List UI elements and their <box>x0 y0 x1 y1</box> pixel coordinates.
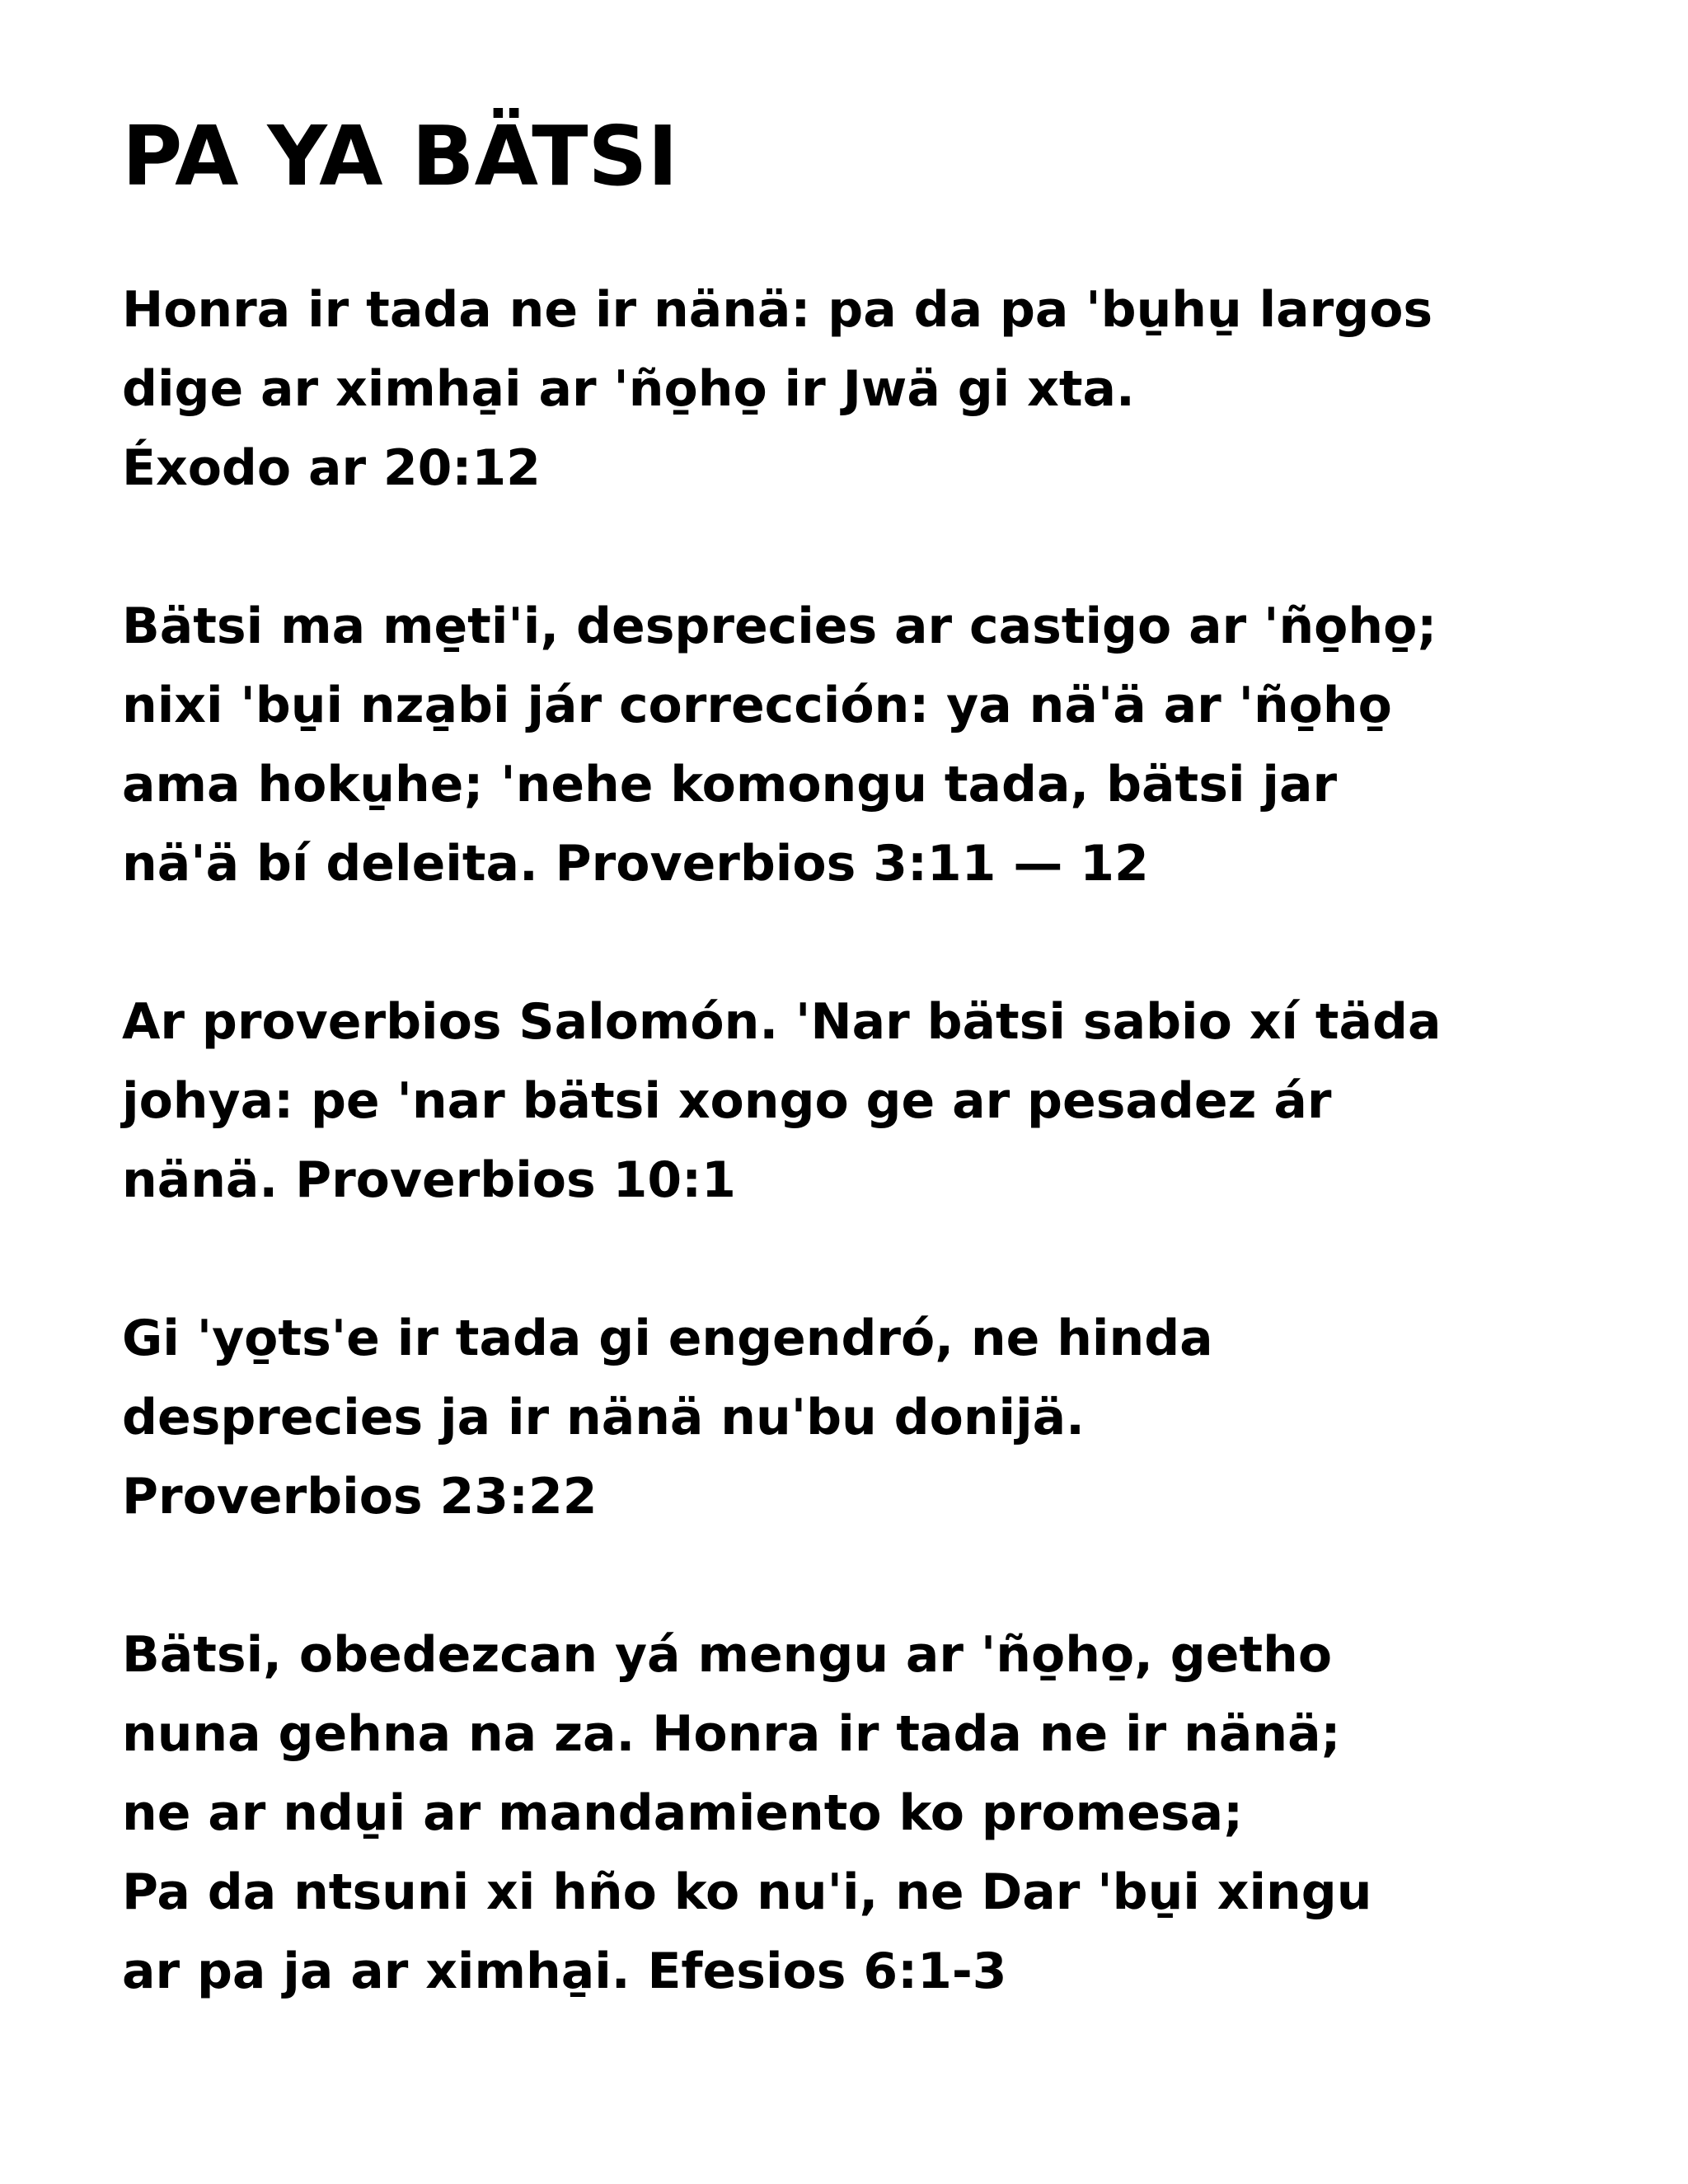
verse-efesios-6-1 <box>122 1615 1441 2011</box>
verse-line: Bätsi, obedezcan yá mengu ar 'ño̱ho̱, getho <box>122 1626 1333 1684</box>
verse-line: Honra ir tada ne ir nänä: pa da pa 'bu̱hu̱ largos <box>122 281 1433 339</box>
verse-line: Bätsi ma me̱ti'i, desprecies ar castigo ar 'ño̱ho̱; <box>122 598 1437 655</box>
verse-line: johya: pe 'nar bätsi xongo ge ar pesadez ár <box>122 1072 1332 1130</box>
page-title: PA YA BÄTSI <box>122 108 678 204</box>
verse-line: desprecies ja ir nänä nu'bu donijä. <box>122 1389 1085 1446</box>
verse-line: nixi 'bu̱i nza̱bi jár corrección: ya nä'ä ar 'ño̱ho̱ <box>122 677 1392 734</box>
verse-reference: Éxodo ar 20:12 <box>122 439 541 497</box>
verse-line: Pa da ntsuni xi hño ko nu'i, ne Dar 'bu̱i xingu <box>122 1863 1372 1921</box>
verse-line: dige ar ximha̱i ar 'ño̱ho̱ ir Jwä gi xta. <box>122 360 1135 418</box>
verse-proverbios-23-22 <box>122 1299 1441 1536</box>
verse-line: ama hoku̱he; 'nehe komongu tada, bätsi jar <box>122 756 1338 813</box>
verse-line: ne ar ndu̱i ar mandamiento ko promesa; <box>122 1784 1244 1842</box>
verse-line: Gi 'yo̱ts'e ir tada gi engendró, ne hinda <box>122 1310 1213 1367</box>
verse-line: Ar proverbios Salomón. 'Nar bätsi sabio xí täda <box>122 993 1442 1051</box>
verse-reference: Proverbios 23:22 <box>122 1468 598 1526</box>
verse-line: ar pa ja ar ximha̱i. Efesios 6:1-3 <box>122 1943 1007 2000</box>
verse-line: nä'ä bí deleita. Proverbios 3:11 — 12 <box>122 835 1149 893</box>
verse-proverbios-10-1 <box>122 982 1441 1220</box>
verse-line: nuna gehna na za. Honra ir tada ne ir nänä; <box>122 1705 1341 1763</box>
verse-line: nänä. Proverbios 10:1 <box>122 1151 736 1209</box>
verse-proverbios-3-11 <box>122 587 1441 903</box>
verse-list <box>122 270 1441 2090</box>
verse-exodo-20-12 <box>122 270 1441 508</box>
